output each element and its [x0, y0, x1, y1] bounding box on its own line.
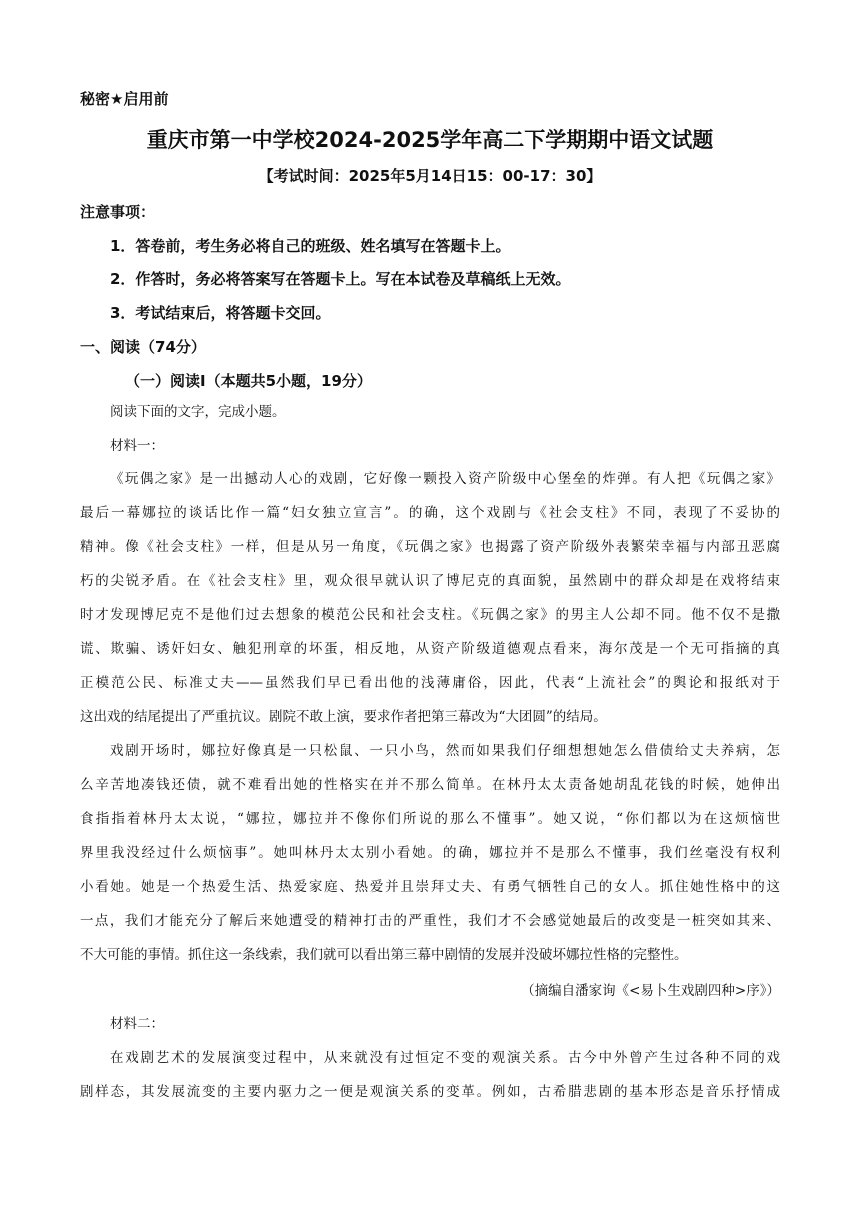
text-line: 食指指着林丹太太说，“娜拉，娜拉并不像你们所说的那么不懂事”。她又说，“你们都以为在这烦恼世	[80, 811, 780, 827]
secret-label: 秘密★启用前	[80, 90, 169, 108]
text-line: 正模范公民、标准丈夫——虽然我们早已看出他的浅薄庸俗，因此，代表“上流社会”的舆论和报纸对于	[80, 675, 780, 691]
text-line: 精神。像《社会支柱》一样，但是从另一角度，《玩偶之家》也揭露了资产阶级外表繁荣幸福与内部丑恶腐	[80, 539, 780, 555]
text-line: 界里我没经过什么烦恼事”。她叫林丹太太别小看她。的确，娜拉并不是那么不懂事，我们丝毫没有权利	[80, 845, 780, 861]
material1-label: 材料一：	[110, 438, 164, 454]
note-item: 1．答卷前，考生务必将自己的班级、姓名填写在答题卡上。	[110, 237, 511, 255]
text-line: 在戏剧艺术的发展演变过程中，从来就没有过恒定不变的观演关系。古今中外曾产生过各种不同的戏	[110, 1050, 780, 1066]
text-line: 剧样态，其发展流变的主要内驱力之一便是观演关系的变革。例如，古希腊悲剧的基本形态是音乐抒情成	[80, 1084, 780, 1100]
section-heading: 一、阅读（74分）	[80, 338, 206, 356]
text-line: 戏剧开场时，娜拉好像真是一只松鼠、一只小鸟，然而如果我们仔细想想她怎么借债给丈夫养病，怎	[110, 743, 780, 759]
text-line: 么辛苦地凑钱还债，就不难看出她的性格实在并不那么简单。在林丹太太责备她胡乱花钱的时候，她伸出	[80, 777, 780, 793]
text-line: 小看她。她是一个热爱生活、热爱家庭、热爱并且崇拜丈夫、有勇气牺牲自己的女人。抓住她性格中的这	[80, 879, 780, 895]
text-line: 这出戏的结尾提出了严重抗议。剧院不敢上演，要求作者把第三幕改为“大团圆”的结局。	[80, 709, 607, 725]
text-line: 最后一幕娜拉的谈话比作一篇“妇女独立宣言”。的确，这个戏剧与《社会支柱》不同，表现了不妥协的	[80, 505, 780, 521]
text-line: 时才发现博尼克不是他们过去想象的模范公民和社会支柱。《玩偶之家》的男主人公却不同。他不仅不是撒	[80, 607, 780, 623]
text-line: 不大可能的事情。抓住这一条线索，我们就可以看出第三幕中剧情的发展并没破坏娜拉性格的完整性。	[80, 947, 688, 963]
page-title: 重庆市第一中学校2024-2025学年高二下学期期中语文试题	[146, 128, 714, 152]
notes-heading: 注意事项：	[80, 203, 156, 221]
note-item: 3．考试结束后，将答题卡交回。	[110, 304, 331, 322]
exam-time: 【考试时间：2025年5月14日15：00-17：30】	[258, 167, 602, 185]
source-citation: （摘编自潘家询《<易卜生戏剧四种>序》）	[521, 983, 780, 999]
note-item: 2．作答时，务必将答案写在答题卡上。写在本试卷及草稿纸上无效。	[110, 270, 571, 288]
material2-label: 材料二：	[110, 1016, 164, 1032]
subsection-heading: （一）阅读Ⅰ（本题共5小题，19分）	[125, 372, 372, 390]
text-line: 谎、欺骗、诱奸妇女、触犯刑章的坏蛋，相反地，从资产阶级道德观点看来，海尔茂是一个无可指摘的真	[80, 641, 780, 657]
text-line: 《玩偶之家》是一出撼动人心的戏剧，它好像一颗投入资产阶级中心堡垒的炸弹。有人把《玩偶之家》	[110, 471, 780, 487]
text-line: 一点，我们才能充分了解后来她遭受的精神打击的严重性，我们才不会感觉她最后的改变是一桩突如其来、	[80, 913, 780, 929]
instruction: 阅读下面的文字，完成小题。	[110, 404, 286, 420]
text-line: 朽的尖锐矛盾。在《社会支柱》里，观众很早就认识了博尼克的真面貌，虽然剧中的群众却是在戏将结束	[80, 573, 780, 589]
